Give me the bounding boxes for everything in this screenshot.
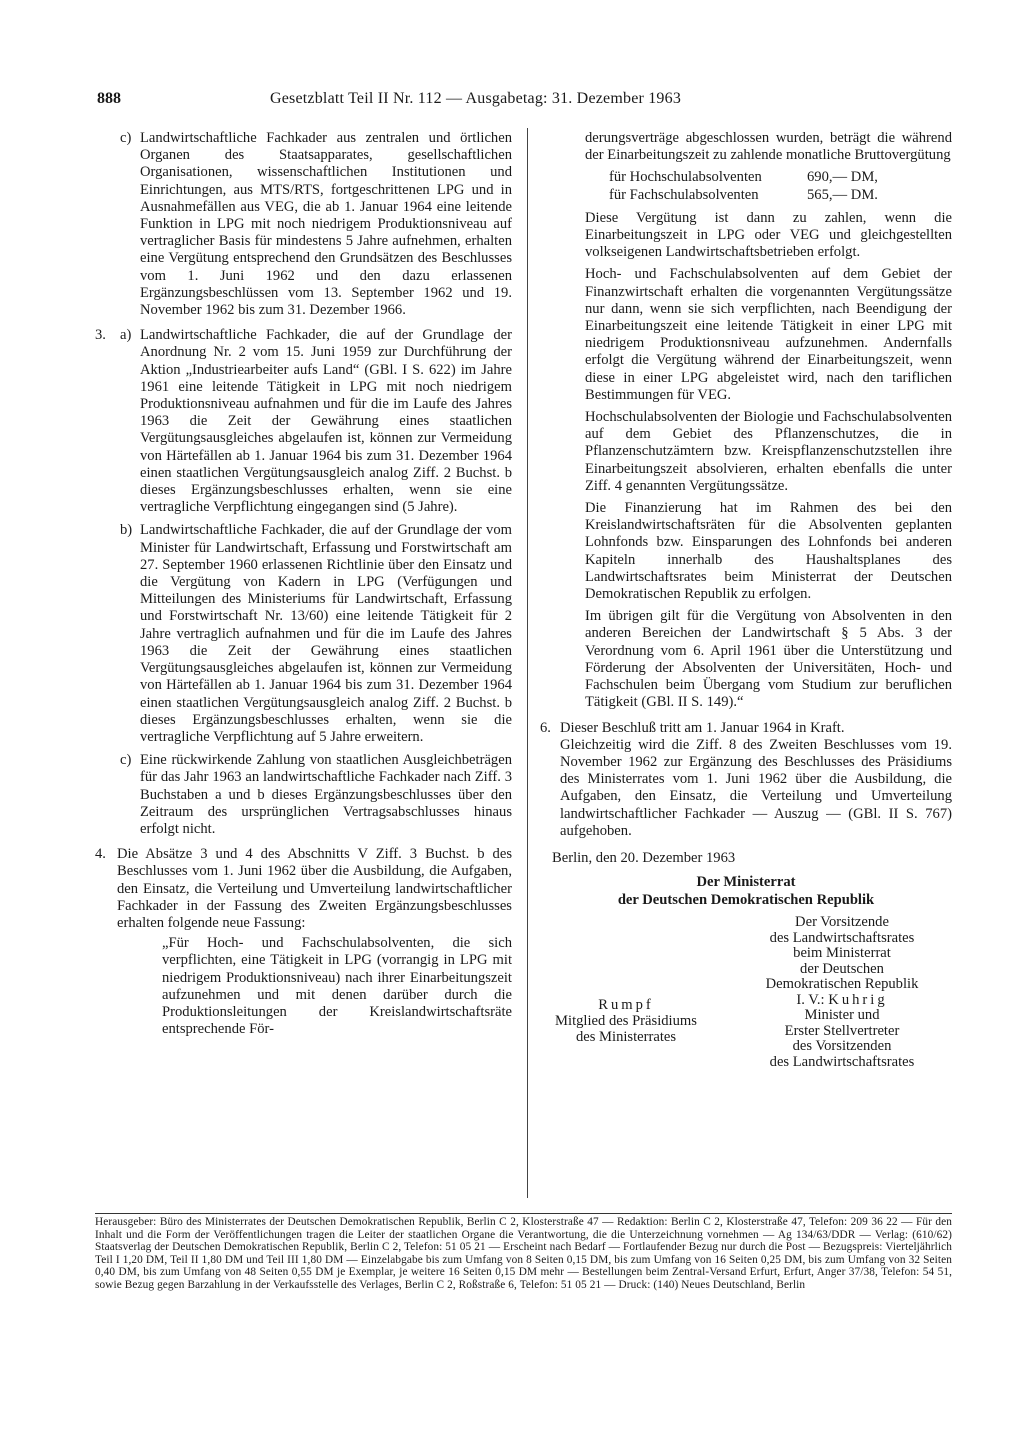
item-text: Eine rückwirkende Zahlung von staatlichen Ausgleichbeträgen für das Jahr 1963 an landwirtschaftliche Fachkader nach Ziff. 3 Buchstaben a und b dieses Ergänzungsbeschlusses über den Zeitraum des ursprünglichen Vertragsabschlusses hinaus erfolgt nicht. — [140, 752, 512, 837]
item-text: Landwirtschaftliche Fachkader aus zentralen und örtlichen Organen des Staatsapparates, gesellschaftlichen Organisationen, wissenschaftlichen Institutionen und Einrichtungen, aus MTS/RTS, fortgeschrittenen LPG und in Ausnahmefällen aus VEG, die ab 1. Januar 1964 eine leitende Funktion in LPG mit noch niedrigem Produktionsniveau auf vertraglicher Basis für mindestens 5 Jahre aufnehmen, erhalten eine Vergütung entsprechend den Grundsätzen des Beschlusses vom 1. Juni 1962 und den dazu erlassenen Ergänzungsbeschlüssen vom 13. September 1962 und 19. November 1962 bis zum 31. Dezember 1966. — [140, 130, 512, 319]
signatory-title: des Ministerrates — [575, 1029, 677, 1046]
section-3-item-b — [95, 522, 512, 746]
section-number: 6. — [540, 719, 551, 736]
section-3-item-c — [95, 752, 512, 838]
signature-area — [540, 914, 952, 1070]
item-label: a) — [120, 327, 132, 344]
signatory-title: des Landwirtschaftsrates — [769, 1053, 915, 1070]
rate-row — [609, 169, 909, 186]
section-number: 4. — [95, 846, 106, 863]
section-3 — [95, 327, 512, 516]
council-line: der Deutschen Demokratischen Republik — [617, 892, 875, 909]
section-text: Die Absätze 3 und 4 des Abschnitts V Ziff. 3 Buchst. b des Beschlusses vom 1. Juni 1962 über die Ausbildung, die Aufgaben, den Einsatz, die Verteilung und Umverteilung landwirtschaftlicher Fachkader in der Fassung des Zweiten Ergänzungsbeschlusses erhalten folgende neue Fassung: — [117, 846, 512, 931]
left-column — [95, 130, 512, 1044]
footer-imprint: Herausgeber: Büro des Ministerrates der Deutschen Demokratischen Republik, Berlin C 2, Klosterstraße 47 — Redaktion: Berlin C 2, Klosterstraße 47, Telefon: 209 36 22 — Für den Inhalt und die Form der Veröffentlichungen tragen die Leiter der staatlichen Organe die Verantwortung, die die Unterzeichnung vornehmen — Ag 134/63/DDR — Verlag: (610/62) Staatsverlag der Deutschen Demokratischen Republik, Berlin C 2, Telefon: 51 05 21 — Erscheint nach Bedarf — Fortlaufender Bezug nur durch die Post — Bezugspreis: Vierteljährlich Teil I 1,20 DM, Teil II 1,80 DM und Teil III 1,80 DM — Einzelabgabe bis zum Umfang von 8 Seiten 0,15 DM, bis zum Umfang von 16 Seiten 0,25 DM, bis zum Umfang von 32 Seiten 0,40 DM, bis zum Umfang von 48 Seiten 0,55 DM je Exemplar, je weitere 16 Seiten 0,15 DM mehr — Bestellungen beim Zentral-Versand Erfurt, Erfurt, Anger 37/38, Telefon: 54 51, sowie Bezug gegen Barzahlung in der Verkaufsstelle des Verlages, Berlin C 2, Roßstraße 6, Telefon: 51 05 21 — Druck: (140) Neues Deutschland, Berlin — [95, 1216, 952, 1291]
section-text: Gleichzeitig wird die Ziff. 8 des Zweiten Beschlusses vom 19. November 1962 zur Ergänzung des Beschlusses des Präsidiums des Ministerrates vom 1. Juni 1962 über die Ausbildung, die Aufgaben, den Einsatz, die Verteilung und Umverteilung landwirtschaftlicher Fachkader — Auszug — (GBl. II S. 767) aufgehoben. — [560, 736, 952, 839]
rate-label: für Hochschulabsolventen — [609, 169, 762, 186]
quote-text: „Für Hoch- und Fachschulabsolventen, die sich verpflichten, eine Tätigkeit in LPG (vorrangig in LPG mit niedrigem Produktionsniveau) nach ihrer Einarbeitungszeit aufzunehmen und mit denen darüber durch die Produktionsleitungen der Kreislandwirtschaftsräte entsprechende För- — [162, 935, 512, 1038]
signatory-title: Mitglied des Präsidiums — [555, 1013, 697, 1030]
signatory-title: des Vorsitzenden — [792, 1038, 892, 1055]
column-rule — [527, 128, 528, 1198]
paragraph: Hoch- und Fachschulabsolventen auf dem Gebiet der Finanzwirtschaft erhalten die vorgenannten Vergütungssätze nur dann, wenn sie sich verpflichten, nach Beendigung der Einarbeitungszeit eine leitende Tätigkeit in einer LPG mit niedrigem Produktionsniveau aufzunehmen. Andernfalls erfolgt die Vergütung während der Einarbeitungszeit, wenn diese in einer LPG abgeleistet wird, nach den tariflichen Bestimmungen für VEG. — [585, 266, 952, 403]
item-label: c) — [120, 130, 132, 146]
rate-amount: 565,— DM. — [807, 186, 878, 203]
council-name — [540, 873, 952, 909]
signatory-left — [540, 997, 712, 1045]
signatory-right — [732, 915, 952, 1070]
item-c-employment — [95, 130, 512, 319]
quote-continuation: derungsverträge abgeschlossen wurden, beträgt die während der Einarbeitungszeit zu zahlende monatliche Bruttovergütung — [585, 130, 952, 164]
signatory-title: Minister und — [804, 1007, 880, 1024]
signatory-prefix: I. V.: — [796, 991, 825, 1008]
signatory-title: des Landwirtschaftsrates — [769, 929, 915, 946]
signatory-title: Demokratischen Republik — [765, 976, 919, 993]
signatory-title: Erster Stellvertreter — [784, 1022, 900, 1039]
rate-amount: 690,— DM, — [807, 169, 878, 186]
rate-row — [609, 187, 909, 204]
signatory-title: der Deutschen — [800, 960, 884, 977]
signatory-title: Der Vorsitzende — [795, 914, 889, 931]
signatory-title: beim Ministerrat — [793, 945, 891, 962]
running-head: Gesetzblatt Teil II Nr. 112 — Ausgabetag: 31. Dezember 1963 — [270, 90, 682, 107]
section-number: 3. — [95, 327, 106, 344]
item-text: Landwirtschaftliche Fachkader, die auf der Grundlage der vom Minister für Landwirtschaft, Erfassung und Forstwirtschaft am 27. September 1960 erlassenen Richtlinie über den Einsatz und die Vergütung von Kadern in LPG (Verfügungen und Mitteilungen des Ministeriums für Landwirtschaft, Erfassung und Forstwirtschaft Nr. 13/60) eine leitende Tätigkeit für 2 Jahre vertraglich aufnahmen und für die im Laufe des Jahres 1963 die Zeit der Gewährung eines staatlichen Vergütungsausgleiches abgelaufen ist, können zur Vermeidung von Härtefällen ab 1. Januar 1964 bis zum 31. Dezember 1964 einen staatlichen Vergütungsausgleich analog Ziff. 2 Buchst. b dieses Ergänzungsbeschlusses erhalten, wenn sie die vertragliche Verpflichtung auf 5 Jahre erweitern. — [140, 522, 512, 745]
council-line: Der Ministerrat — [696, 874, 796, 891]
page-number: 888 — [97, 90, 121, 107]
section-6 — [540, 720, 952, 840]
place-date: Berlin, den 20. Dezember 1963 — [552, 849, 736, 866]
item-text: Landwirtschaftliche Fachkader, die auf der Grundlage der Anordnung Nr. 2 vom 15. Juni 1959 zur Durchführung der Aktion „Industriearbeiter aufs Land“ (GBl. I S. 622) im Jahre 1961 eine leitende Tätigkeit in LPG mit noch niedrigem Produktionsniveau aufnahmen und für die im Laufe des Jahres 1963 die Zeit der Gewährung eines staatlichen Vergütungsausgleiches abgelaufen ist, können zur Vermeidung von Härtefällen ab 1. Januar 1964 bis zum 31. Dezember 1964 einen staatlichen Vergütungsausgleich analog Ziff. 2 Buchst. b dieses Ergänzungsbeschlusses erhalten, wenn sie eine vertragliche Verpflichtung eingegangen sind (5 Jahre). — [140, 327, 512, 516]
paragraph: Hochschulabsolventen der Biologie und Fachschulabsolventen auf dem Gebiet des Pflanzenschutzes, die in Pflanzenschutzämtern bzw. Kreispflanzenschutzstellen ihre Einarbeitungszeit absolvieren, erhalten ebenfalls die unter Ziff. 4 genannten Vergütungssätze. — [585, 409, 952, 494]
signatory-name: Rumpf — [598, 997, 654, 1014]
section-text: Dieser Beschluß tritt am 1. Januar 1964 in Kraft. — [560, 719, 845, 736]
right-column — [540, 130, 952, 1070]
signatory-name: Kuhrig — [828, 991, 888, 1008]
signatory-name-line — [732, 993, 952, 1009]
paragraph: Die Finanzierung hat im Rahmen des bei den Kreislandwirtschaftsräten für die Absolventen geplanten Lohnfonds bzw. Einsparungen des Lohnfonds bei anderen Kapiteln innerhalb des Haushaltsplanes des Landwirtschaftsrates beim Ministerrat der Deutschen Demokratischen Republik zu erfolgen. — [585, 500, 952, 603]
section-4 — [95, 846, 512, 1038]
paragraph: Im übrigen gilt für die Vergütung von Absolventen in den anderen Bereichen der Landwirtschaft § 5 Abs. 3 der Verordnung vom 6. April 1961 über die Unterstützung und Förderung der Absolventen der Universitäten, Hoch- und Fachschulen beim Übergang vom Studium zur beruflichen Tätigkeit (GBl. II S. 149).“ — [585, 608, 952, 711]
item-label: b) — [120, 522, 133, 539]
item-label: c) — [120, 752, 132, 769]
rates-list — [564, 169, 952, 203]
footer-rule — [95, 1213, 952, 1214]
paragraph: Diese Vergütung ist dann zu zahlen, wenn die Einarbeitungszeit in LPG oder VEG und gleichgestellten volkseigenen Landwirtschaftsbetrieben erfolgt. — [585, 209, 952, 261]
rate-label: für Fachschulabsolventen — [609, 186, 759, 203]
